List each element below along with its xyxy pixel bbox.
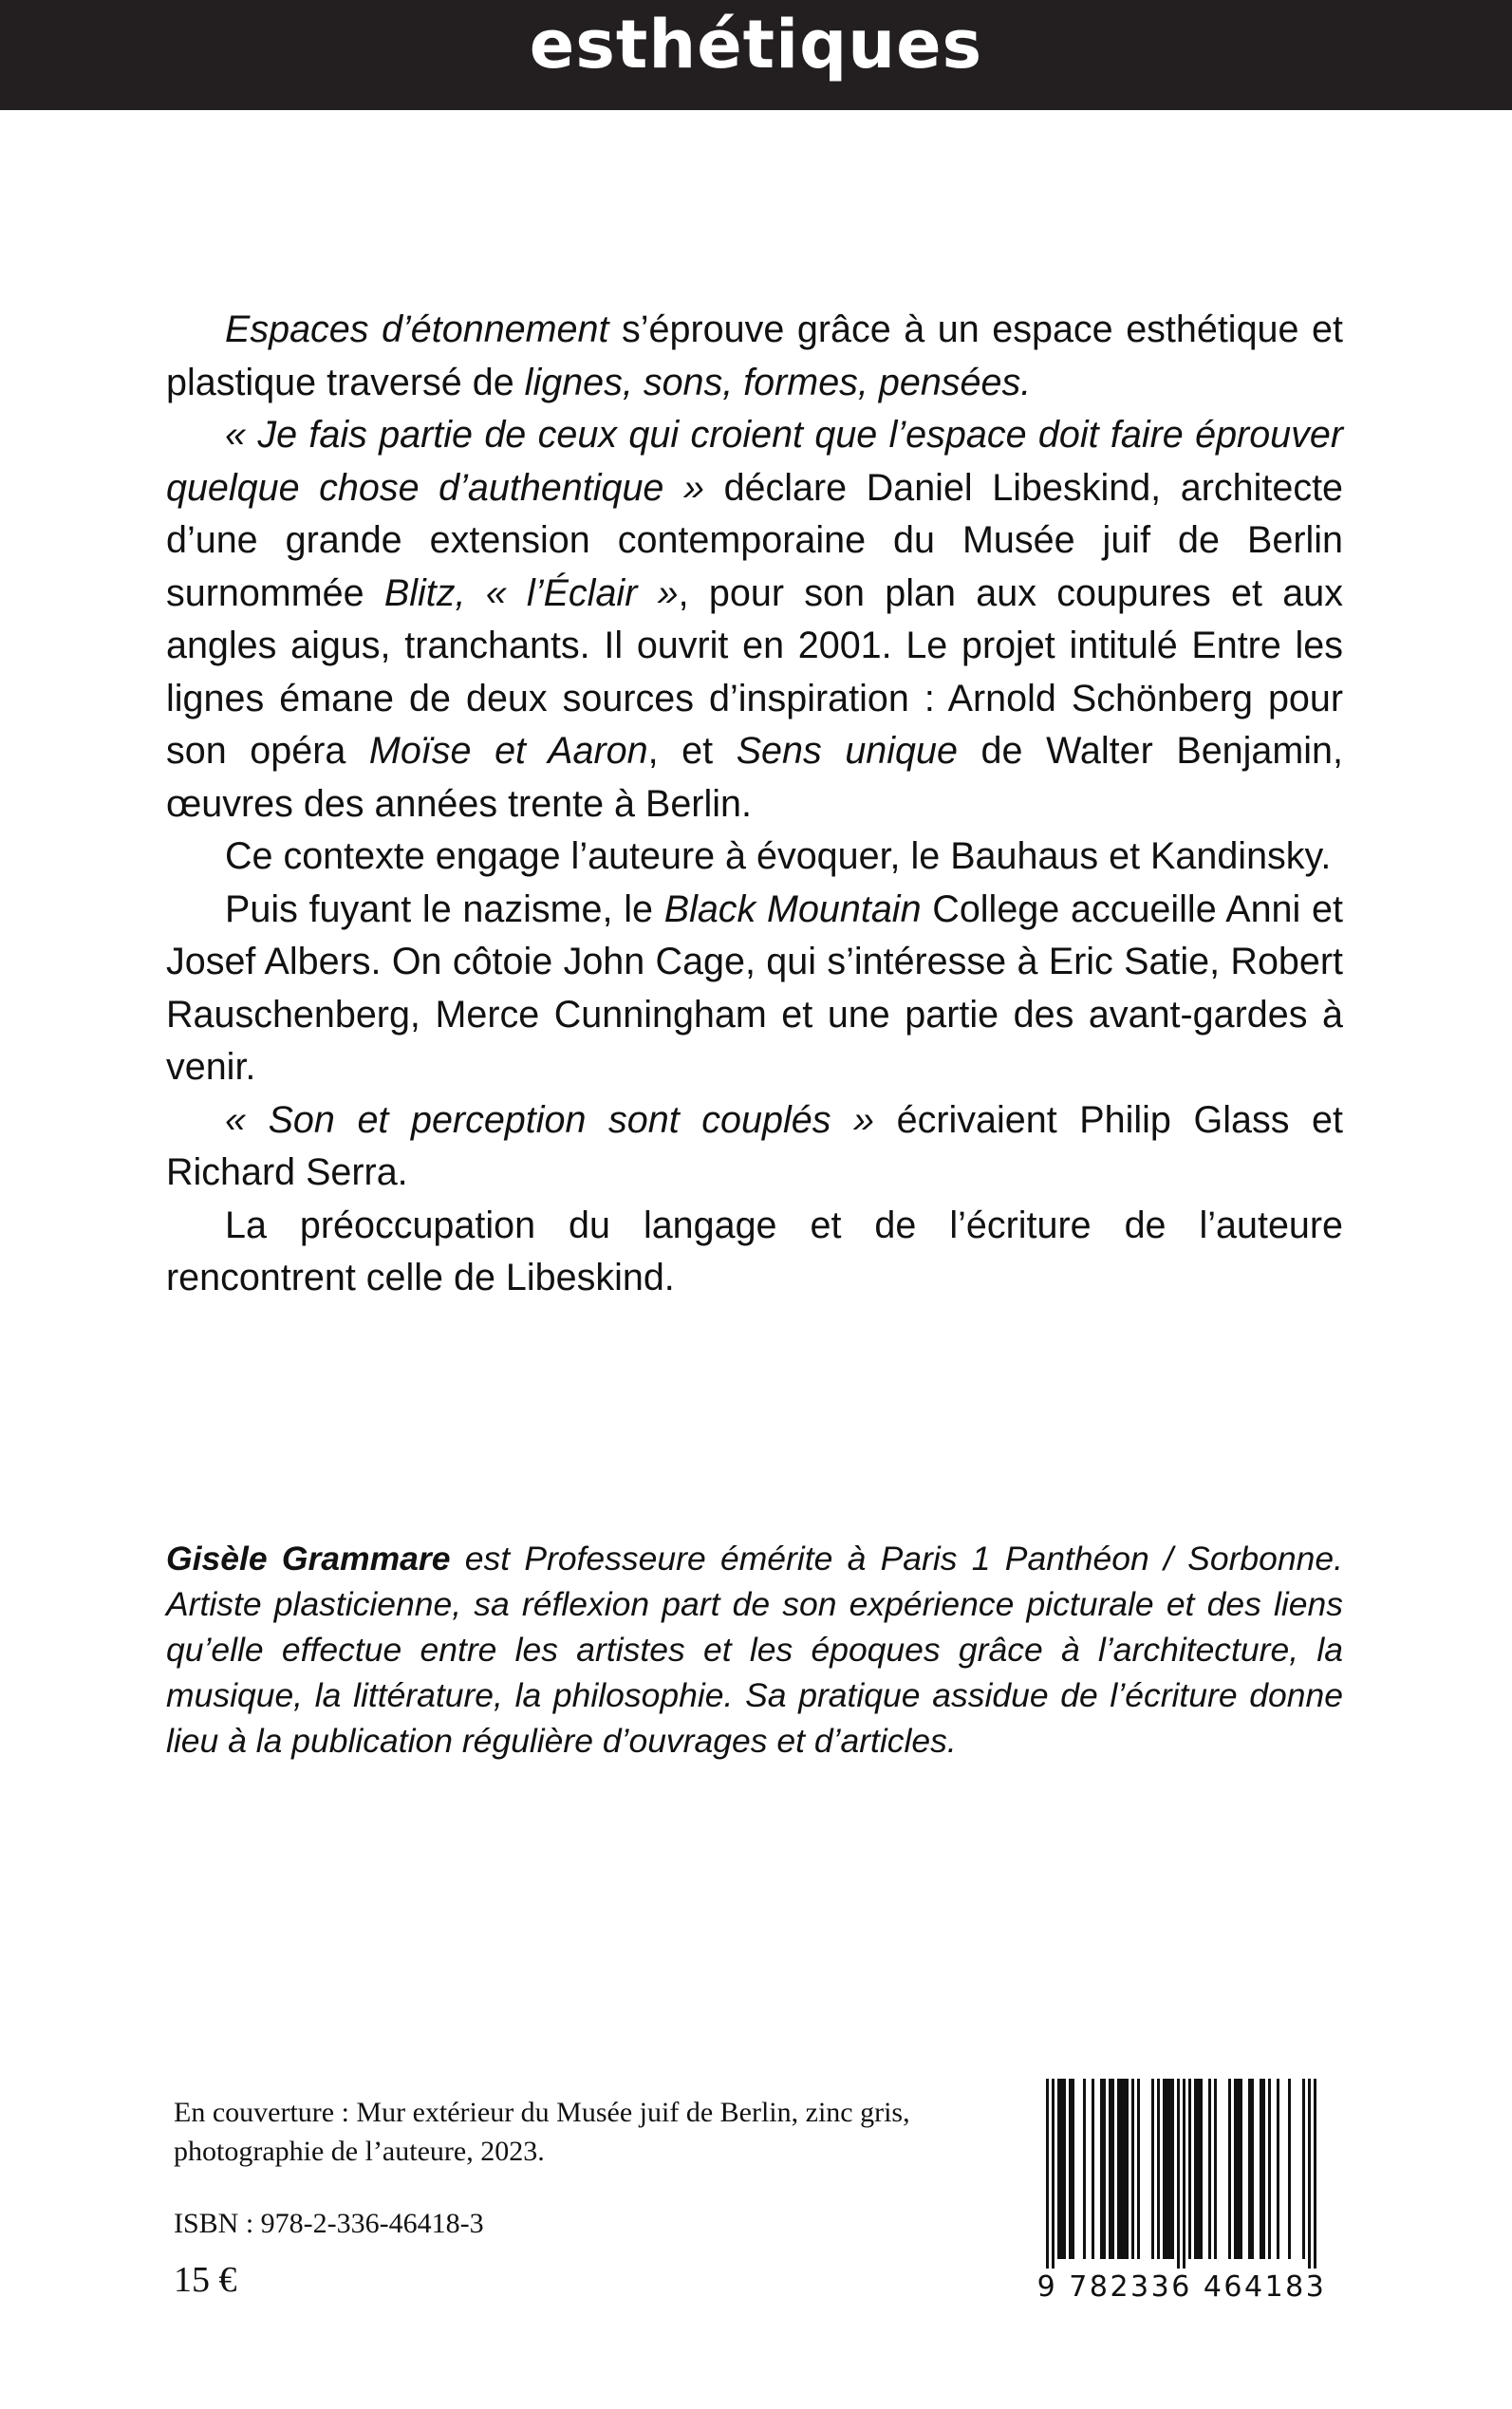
barcode-bar <box>1060 2079 1063 2259</box>
barcode-bar <box>1171 2079 1174 2259</box>
price: 15 € <box>174 2260 237 2300</box>
barcode-bar <box>1046 2079 1049 2269</box>
text-run: , et <box>647 730 737 772</box>
barcode-bar <box>1240 2079 1242 2259</box>
text-run: de Walter Benjamin, œuvres des années trente à Berlin. <box>166 730 1343 825</box>
back-cover-summary <box>166 304 1343 1305</box>
barcode-bar <box>1214 2079 1217 2259</box>
barcode-bar <box>1126 2079 1129 2259</box>
summary-paragraph <box>166 884 1343 1094</box>
barcode-digits: 9 782336 464183 <box>1036 2270 1327 2304</box>
barcode-bar <box>1069 2079 1072 2259</box>
barcode-bar <box>1200 2079 1203 2259</box>
barcode-bar <box>1260 2079 1262 2259</box>
summary-paragraph <box>166 831 1343 884</box>
barcode-bar <box>1083 2079 1086 2259</box>
barcode-bar <box>1234 2079 1237 2259</box>
barcode-bar <box>1262 2079 1265 2259</box>
barcode-bar <box>1237 2079 1240 2259</box>
barcode-bars <box>1020 2079 1343 2269</box>
barcode-bar <box>1092 2079 1094 2259</box>
barcode-bar <box>1188 2079 1191 2259</box>
barcode-bar <box>1228 2079 1231 2259</box>
barcode-bar <box>1100 2079 1103 2259</box>
italic-text: « Son et perception sont couplés » <box>225 1098 875 1141</box>
author-bio-text: est Professeure émérite à Paris 1 Panthéon / Sorbonne. Artiste plasticienne, sa réflexion part de son expérience picturale et des liens qu’elle effectue entre les artistes et les époques grâce à l’architecture, la musique, la littérature, la philosophie. Sa pratique assidue de l’écriture donne lieu à la publication régulière d’ouvrages et d’articles. <box>166 1540 1343 1760</box>
header-banner <box>0 0 1512 110</box>
barcode <box>1020 2079 1343 2306</box>
barcode-bar <box>1168 2079 1171 2259</box>
barcode-bar <box>1194 2079 1197 2259</box>
barcode-bar <box>1131 2079 1134 2259</box>
text-run: , pour son plan aux coupures et aux angles aigus, tranchants. Il ouvrit en 2001. Le projet intitulé Entre les lignes émane de deux sources d’inspiration : Arnold Schönberg pour son opéra <box>166 571 1343 772</box>
cover-credit: En couverture : Mur extérieur du Musée juif de Berlin, zinc gris, photographie de l’auteure, 2023. <box>174 2097 910 2167</box>
author-name: Gisèle Grammare <box>166 1540 451 1578</box>
text-run: Ce contexte engage l’auteure à évoquer, le Bauhaus et Kandinsky. <box>225 835 1332 877</box>
barcode-bar <box>1251 2079 1254 2259</box>
italic-text: lignes, sons, formes, pensées. <box>524 361 1032 403</box>
italic-text: Black Mountain <box>663 887 922 930</box>
italic-text: Espaces d’étonnement <box>225 308 609 350</box>
barcode-bar <box>1277 2079 1279 2259</box>
barcode-bar <box>1166 2079 1168 2259</box>
barcode-bar <box>1111 2079 1114 2259</box>
text-run: écrivaient Philip Glass et Richard Serra. <box>166 1098 1343 1193</box>
barcode-bar <box>1208 2079 1211 2259</box>
barcode-bar <box>1314 2079 1316 2269</box>
summary-paragraph <box>166 409 1343 831</box>
summary-paragraph <box>166 1094 1343 1200</box>
barcode-bar <box>1248 2079 1251 2259</box>
barcode-bar <box>1302 2079 1305 2259</box>
italic-text: « Je fais partie de ceux qui croient que l’espace doit faire éprouver quelque chose d’authentique » <box>166 414 1343 509</box>
barcode-bar <box>1157 2079 1160 2259</box>
text-run: déclare Daniel Libeskind, architecte d’une grande extension contemporaine du Musée juif de Berlin surnommée <box>166 466 1344 614</box>
barcode-bar <box>1103 2079 1106 2259</box>
barcode-bar <box>1288 2079 1291 2259</box>
text-run: s’éprouve grâce à un espace esthétique et plastique traversé de <box>166 308 1343 403</box>
barcode-bar <box>1163 2079 1166 2259</box>
barcode-bar <box>1137 2079 1140 2259</box>
barcode-bar <box>1177 2079 1180 2269</box>
italic-text: Sens unique <box>736 730 958 772</box>
summary-paragraph <box>166 1200 1343 1305</box>
barcode-bar <box>1120 2079 1123 2259</box>
barcode-bar <box>1123 2079 1126 2259</box>
barcode-bar <box>1072 2079 1074 2259</box>
italic-text: Moïse et Aaron <box>368 730 648 772</box>
barcode-bar <box>1063 2079 1066 2259</box>
barcode-bar <box>1109 2079 1111 2259</box>
series-title: esthétiques <box>529 6 983 84</box>
barcode-bar <box>1268 2079 1271 2259</box>
text-run: La préoccupation du langage et de l’écriture de l’auteure rencontrent celle de Libeskind. <box>166 1204 1343 1298</box>
barcode-bar <box>1052 2079 1055 2269</box>
barcode-bar <box>1308 2079 1311 2269</box>
barcode-bar <box>1183 2079 1185 2269</box>
isbn: ISBN : 978-2-336-46418-3 <box>174 2208 484 2239</box>
text-run: College accueille Anni et Josef Albers. On côtoie John Cage, qui s’intéresse à Eric Satie, Robert Rauschenberg, Merce Cunningham et une partie des avant-gardes à venir. <box>166 887 1343 1088</box>
barcode-bar <box>1117 2079 1120 2259</box>
text-run: Puis fuyant le nazisme, le <box>225 887 664 930</box>
italic-text: Blitz, « l’Éclair » <box>383 571 679 614</box>
summary-paragraph <box>166 304 1343 409</box>
barcode-bar <box>1197 2079 1200 2259</box>
author-bio <box>166 1536 1343 1764</box>
barcode-bar <box>1057 2079 1060 2259</box>
barcode-bar <box>1151 2079 1154 2259</box>
